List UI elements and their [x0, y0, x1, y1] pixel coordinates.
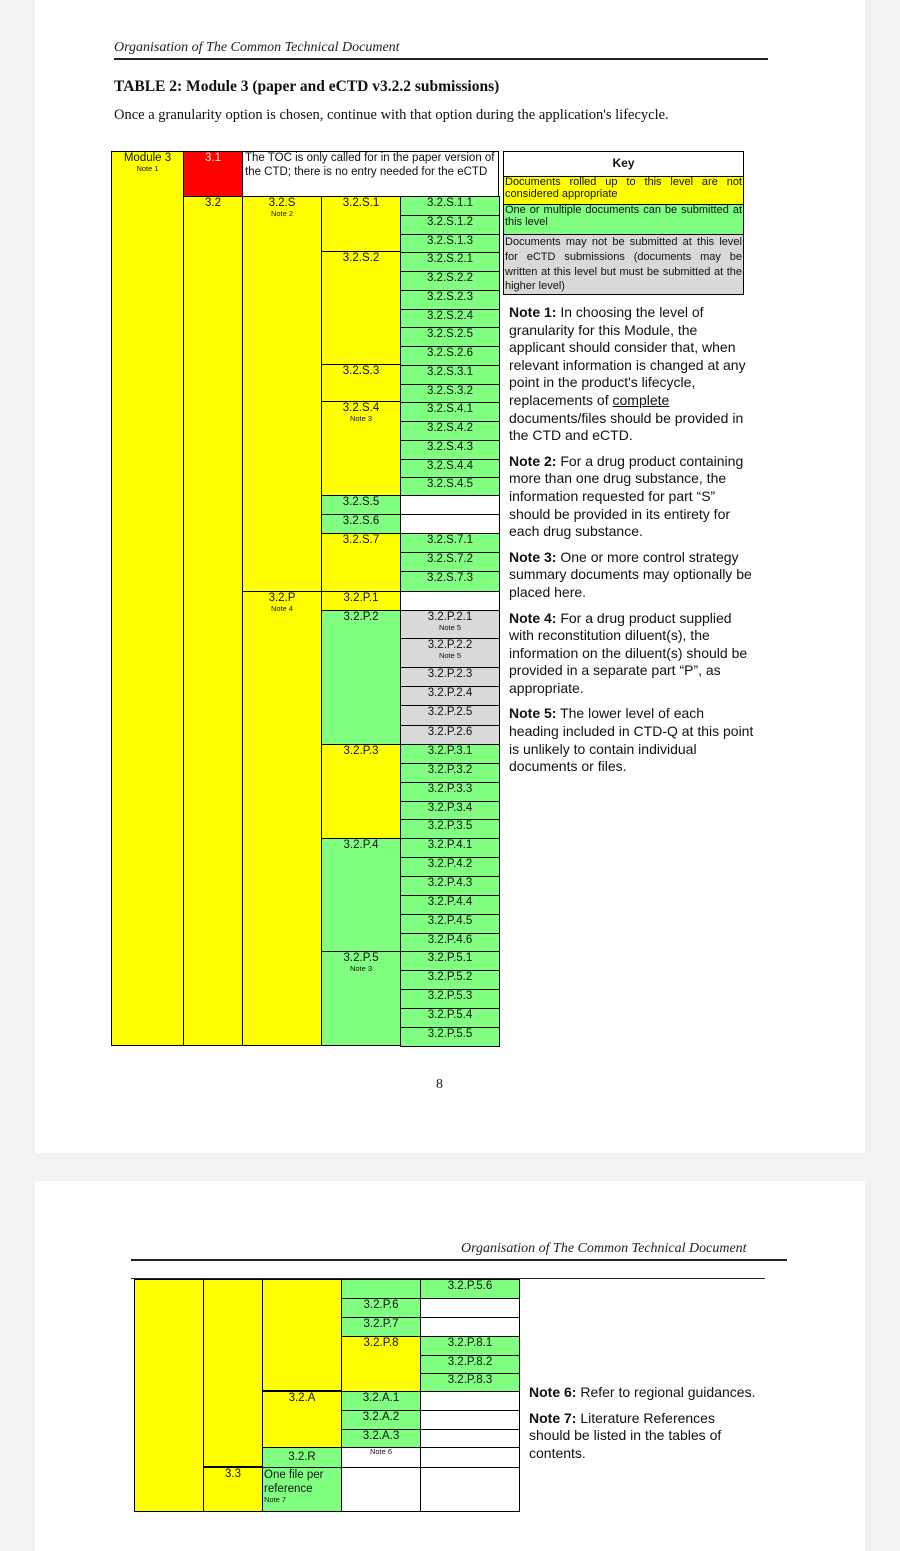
section-3-2-r-cell — [262, 1447, 342, 1468]
level4-cell-3-2-p-8-1: 3.2.P.8.1 — [420, 1336, 520, 1356]
one-file-per-reference-label: One file per reference — [264, 1469, 324, 1495]
empty-cell — [420, 1467, 520, 1512]
level4-cell — [400, 1027, 500, 1047]
section-3-2-p-8-cell: 3.2.P.8 — [341, 1336, 421, 1392]
level4-cell — [400, 365, 500, 385]
level4-cell-empty — [420, 1429, 520, 1448]
intro-paragraph: Once a granularity option is chosen, continue with that option during the application's lifecycle. — [114, 107, 669, 123]
level4-cell — [400, 215, 500, 235]
section-3-2-p-7-cell: 3.2.P.7 — [341, 1317, 421, 1337]
section-3-1-cell — [183, 151, 243, 197]
level4-label: 3.2.S.1.3 — [426, 235, 474, 247]
level4-cell — [400, 819, 500, 839]
level4-label: 3.2.P.3.1 — [427, 745, 473, 757]
note3b-ref: Note 3 — [349, 964, 373, 973]
note2-text: Note 2: For a drug product containing more than one drug substance, the information requested for part “S” should be provided in its entirety for each drug substance. — [509, 452, 744, 540]
note4-text: Note 4: For a drug product supplied with reconstitution diluent(s), the information on the diluent(s) should be provided in a separate part “P”, as appropriate. — [509, 609, 748, 696]
level4-cell — [400, 876, 500, 896]
section-3-2-s-4-cell — [321, 401, 401, 496]
level4-cell — [400, 970, 500, 990]
level4-label: 3.2.P.3.2 — [427, 764, 473, 776]
section-3-2-s-2-cell: 3.2.S.2 — [321, 251, 401, 365]
level4-cell — [400, 440, 500, 460]
level4-cell — [400, 421, 500, 441]
level4-cell — [400, 533, 500, 553]
level4-cell-3-2-p-8-3: 3.2.P.8.3 — [420, 1373, 520, 1392]
section-3-2-p-2-cell: 3.2.P.2 — [321, 610, 401, 745]
level4-label: 3.2.S.7.1 — [426, 534, 474, 546]
level4-cell — [400, 667, 500, 687]
level4-label: 3.2.S.7.2 — [426, 553, 474, 565]
level4-cell — [400, 705, 500, 726]
note3-ref: Note 3 — [349, 414, 373, 423]
level4-cell — [400, 1008, 500, 1028]
level4-cell — [400, 610, 500, 639]
section-3-2-p-label: 3.2.P — [268, 592, 296, 604]
level4-label: 3.2.P.3.3 — [427, 783, 473, 795]
note5-text: Note 5: The lower level of each heading included in CTD-Q at this point is unlikely to contain individual documents or files. — [509, 705, 754, 775]
level4-cell — [400, 384, 500, 404]
level4-label: 3.2.P.3.5 — [427, 820, 473, 832]
document-page-2 — [35, 1181, 865, 1551]
note6-text: Note 6: Refer to regional guidances. — [529, 1384, 756, 1400]
level4-cell — [400, 290, 500, 310]
section-3-2-s-cell — [242, 196, 322, 592]
level4-label: 3.2.P.5.1 — [427, 952, 473, 964]
level4-label: 3.2.P.2.3 — [427, 668, 473, 680]
level4-cell — [400, 763, 500, 783]
level4-label: 3.2.P.4.4 — [427, 896, 473, 908]
level4-label: 3.2.S.2.1 — [426, 253, 474, 265]
note1-text: Note 1: In choosing the level of granularity for this Module, the applicant should consider that, when relevant information is changed at any point in the product's lifecycle, replacements of complete documents/files should be provided in the CTD and eCTD. — [509, 304, 746, 444]
level4-label: 3.2.P.4.5 — [427, 915, 473, 927]
section-3-2-p-1-cell: 3.2.P.1 — [321, 591, 401, 611]
level4-cell — [400, 801, 500, 821]
header-rule — [114, 58, 768, 60]
level4-cell-empty — [420, 1447, 520, 1468]
module3-cell — [111, 151, 184, 1046]
level4-cell — [400, 933, 500, 953]
section-3-2-a-2-cell: 3.2.A.2 — [341, 1410, 421, 1430]
level4-cell — [400, 477, 500, 497]
section-3-2-a-3-cell: 3.2.A.3 — [341, 1429, 421, 1448]
section-3-2-p-5-cell-continued — [341, 1279, 421, 1299]
section-3-2-a-cell: 3.2.A — [262, 1391, 342, 1448]
level4-cell-empty — [420, 1298, 520, 1318]
section-3-2-p-5-cell — [321, 951, 401, 1046]
header-rule — [131, 1259, 787, 1261]
level4-cell-empty — [420, 1391, 520, 1411]
section-3-2-p-cell — [242, 591, 322, 1046]
level4-label: 3.2.P.4.1 — [427, 839, 473, 851]
page-number: 8 — [436, 1077, 443, 1092]
empty-cell — [341, 1467, 421, 1512]
section-3-2-a-1-cell: 3.2.A.1 — [341, 1391, 421, 1411]
note6-ref: Note 6 — [369, 1447, 393, 1456]
section-3-2-s-6-cell: 3.2.S.6 — [321, 514, 401, 534]
level4-label: 3.2.S.1.1 — [426, 197, 474, 209]
section-3-2-p-4-cell: 3.2.P.4 — [321, 838, 401, 952]
note7-ref: Note 7 — [264, 1495, 287, 1504]
level4-cell-empty — [420, 1317, 520, 1337]
level4-cell — [400, 782, 500, 802]
level4-cell — [400, 271, 500, 291]
note1-ref: Note 1 — [136, 164, 159, 173]
module3-cell-continued — [134, 1279, 204, 1512]
level4-label: 3.2.S.2.4 — [426, 310, 474, 322]
level4-label: 3.2.S.3.2 — [426, 385, 474, 397]
section-3-2-s-4-label: 3.2.S.4 — [342, 402, 380, 414]
level4-cell — [400, 459, 500, 479]
level4-cell — [400, 744, 500, 764]
section-3-2-s-5-cell: 3.2.S.5 — [321, 495, 401, 515]
section-3-2-r-label: 3.2.R — [288, 1451, 316, 1463]
notes-block-page2 — [529, 1384, 759, 1470]
running-header: Organisation of The Common Technical Document — [114, 40, 400, 55]
level4-cell-empty — [400, 514, 500, 534]
level4-label: 3.2.S.3.1 — [426, 366, 474, 378]
level4-cell — [400, 951, 500, 971]
section-3-2-p-5-label: 3.2.P.5 — [343, 952, 379, 964]
level4-cell — [400, 686, 500, 706]
level4-label: 3.2.S.2.6 — [426, 347, 474, 359]
level4-label: 3.2.P.2.5 — [427, 706, 473, 718]
level4-label: 3.2.P.5.3 — [427, 990, 473, 1002]
level4-cell-3-2-p-5-6: 3.2.P.5.6 — [420, 1279, 520, 1299]
section-3-2-p-cell-continued — [262, 1279, 342, 1391]
level4-label: 3.2.S.4.2 — [426, 422, 474, 434]
section-3-1-label: 3.1 — [205, 152, 221, 164]
note5b-ref: Note 5 — [438, 651, 462, 660]
note5a-ref: Note 5 — [438, 623, 462, 632]
section-3-2-s-1-cell: 3.2.S.1 — [321, 196, 401, 252]
notes-block — [509, 304, 757, 784]
level4-cell — [400, 638, 500, 668]
level4-label: 3.2.P.5.4 — [427, 1009, 473, 1021]
level4-cell — [400, 327, 500, 347]
level4-cell — [400, 346, 500, 366]
level4-cell — [400, 402, 500, 422]
key-yellow-entry: Documents rolled up to this level are not considered appropriate — [503, 176, 744, 205]
level4-label: 3.2.P.4.2 — [427, 858, 473, 870]
key-grey-entry: Documents may not be submitted at this level for eCTD submissions (documents may be written at this level but must be submitted at the higher level) — [503, 234, 744, 295]
section-3-2-cell-continued — [203, 1279, 263, 1467]
level4-label: 3.2.P.2.4 — [427, 687, 473, 699]
level4-label: 3.2.P.4.3 — [427, 877, 473, 889]
module3-label: Module 3 — [123, 152, 172, 164]
level4-label: 3.2.P.2.2 — [427, 639, 473, 651]
level4-label: 3.2.S.2.2 — [426, 272, 474, 284]
section-3-2-s-7-cell: 3.2.S.7 — [321, 533, 401, 592]
note6-cell — [341, 1447, 421, 1468]
toc-note-cell: The TOC is only called for in the paper version of the CTD; there is no entry needed for the eCTD — [242, 151, 499, 197]
section-3-2-cell: 3.2 — [183, 196, 243, 1046]
level4-cell — [400, 857, 500, 877]
level4-label: 3.2.P.2.1 — [427, 611, 473, 623]
document-page-1 — [35, 0, 865, 1153]
level4-label: 3.2.S.4.5 — [426, 478, 474, 490]
note4-ref: Note 4 — [270, 604, 294, 613]
level4-label: 3.2.S.2.5 — [426, 328, 474, 340]
running-header: Organisation of The Common Technical Document — [461, 1241, 747, 1256]
level4-cell — [400, 552, 500, 572]
level4-label: 3.2.S.1.2 — [426, 216, 474, 228]
level4-label: 3.2.S.2.3 — [426, 291, 474, 303]
level4-label: 3.2.P.3.4 — [427, 802, 473, 814]
note7-text: Note 7: Literature References should be listed in the tables of contents. — [529, 1409, 722, 1461]
level4-label: 3.2.S.4.1 — [426, 403, 474, 415]
level4-cell-empty — [400, 495, 500, 515]
note3-text: Note 3: One or more control strategy summary documents may optionally be placed here. — [509, 548, 752, 600]
level4-cell — [400, 725, 500, 745]
level4-cell — [400, 252, 500, 272]
level4-label: 3.2.P.5.2 — [427, 971, 473, 983]
section-3-2-s-label: 3.2.S — [268, 197, 296, 209]
section-3-3-cell: 3.3 — [203, 1467, 263, 1512]
level4-label: 3.2.S.4.4 — [426, 460, 474, 472]
level4-label: 3.2.S.4.3 — [426, 441, 474, 453]
level4-cell — [400, 989, 500, 1009]
level4-cell-empty — [420, 1410, 520, 1430]
one-file-per-reference-cell — [262, 1467, 342, 1512]
level4-cell — [400, 309, 500, 329]
level4-cell — [400, 895, 500, 915]
level4-label: 3.2.P.4.6 — [427, 934, 473, 946]
key-title: Key — [503, 151, 744, 177]
level4-cell — [400, 234, 500, 254]
note2-ref: Note 2 — [270, 209, 294, 218]
table-title: TABLE 2: Module 3 (paper and eCTD v3.2.2 submissions) — [114, 78, 500, 95]
level4-cell-3-2-p-8-2: 3.2.P.8.2 — [420, 1355, 520, 1374]
level4-cell-empty — [400, 591, 500, 611]
level4-cell — [400, 838, 500, 858]
level4-label: 3.2.P.5.5 — [427, 1028, 473, 1040]
section-3-2-s-3-cell: 3.2.S.3 — [321, 364, 401, 402]
section-3-2-p-3-cell: 3.2.P.3 — [321, 744, 401, 839]
level4-cell — [400, 571, 500, 592]
level4-cell — [400, 196, 500, 216]
level4-label: 3.2.P.2.6 — [427, 726, 473, 738]
level4-label: 3.2.S.7.3 — [426, 572, 474, 584]
key-green-entry: One or multiple documents can be submitted at this level — [503, 204, 744, 235]
section-3-2-p-6-cell: 3.2.P.6 — [341, 1298, 421, 1318]
level4-cell — [400, 914, 500, 934]
